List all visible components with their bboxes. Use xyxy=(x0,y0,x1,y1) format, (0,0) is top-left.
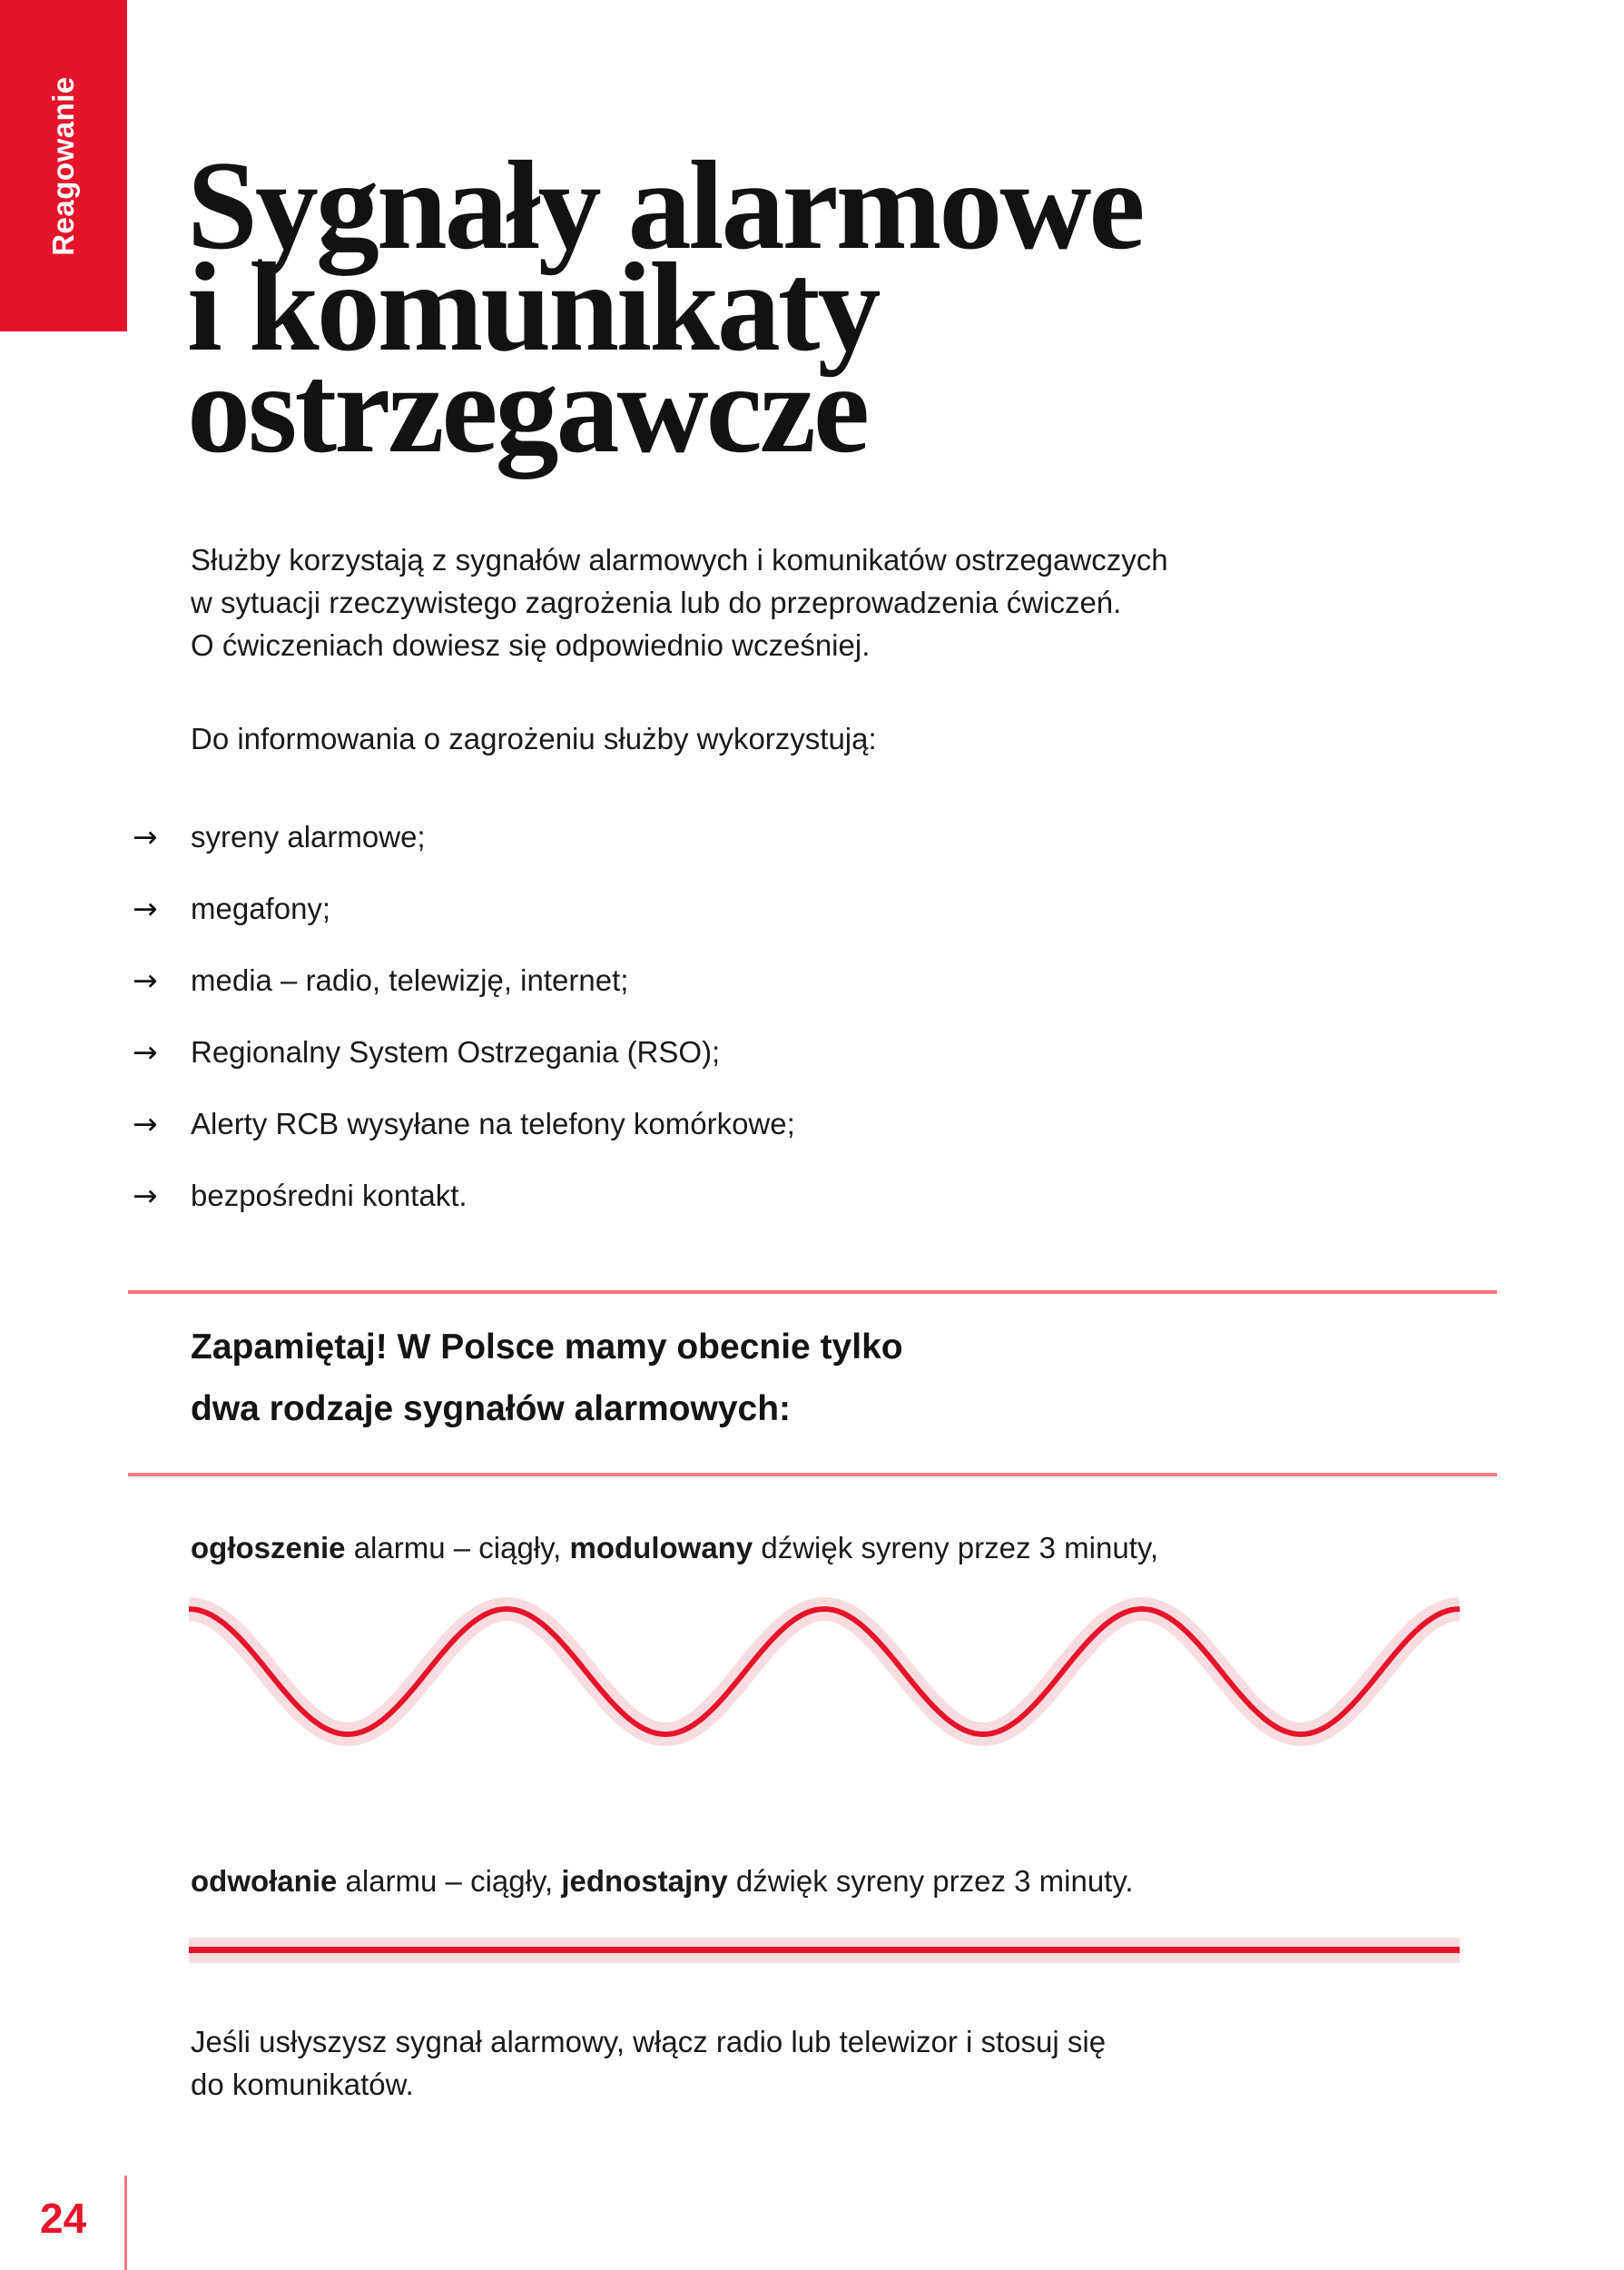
signal-modulated-text: alarmu – ciągły, xyxy=(345,1531,570,1564)
callout-line-1: Zapamiętaj! W Polsce mamy obecnie tylko xyxy=(191,1327,903,1367)
list-item xyxy=(133,1102,795,1145)
alert-channels-list xyxy=(133,815,795,1217)
signal-steady-sound-type: jednostajny xyxy=(561,1864,728,1898)
page-title xyxy=(187,135,1143,479)
list-item xyxy=(133,1174,795,1217)
list-item xyxy=(133,887,795,930)
list-item-label: media – radio, telewizję, internet; xyxy=(191,963,629,997)
signal-steady-text: alarmu – ciągły, xyxy=(337,1864,562,1898)
arrow-right-icon: → xyxy=(133,1178,158,1213)
intro-line-3: O ćwiczeniach dowiesz się odpowiednio wcześniej. xyxy=(191,628,871,662)
list-item-label: bezpośredni kontakt. xyxy=(191,1179,468,1212)
callout-divider-top xyxy=(128,1290,1497,1294)
list-item-label: Regionalny System Ostrzegania (RSO); xyxy=(191,1035,721,1069)
signal-modulated-term: ogłoszenie xyxy=(191,1531,346,1564)
signal-modulated-caption xyxy=(191,1526,1158,1569)
flat-line-core xyxy=(189,1947,1460,1953)
title-line-2: i komunikaty xyxy=(187,237,879,378)
footer-divider xyxy=(124,2176,127,2270)
intro-paragraph xyxy=(191,538,1168,666)
arrow-right-icon: → xyxy=(133,962,158,998)
list-item xyxy=(133,959,795,1002)
title-line-3: ostrzegawcze xyxy=(187,339,868,479)
callout-line-2: dwa rodzaje sygnałów alarmowych: xyxy=(191,1389,792,1428)
list-item-label: Alerty RCB wysyłane na telefony komórkowe; xyxy=(191,1107,795,1140)
chapter-tab-label: Reagowanie xyxy=(46,75,80,256)
arrow-right-icon: → xyxy=(133,1034,158,1070)
title-line-1: Sygnały alarmowe xyxy=(187,135,1143,276)
list-item-label: syreny alarmowe; xyxy=(191,820,426,854)
page-number: 24 xyxy=(40,2195,87,2242)
signal-steady-caption xyxy=(191,1860,1134,1902)
intro-line-1: Służby korzystają z sygnałów alarmowych i komunikatów ostrzegawczych xyxy=(191,543,1168,577)
lead-text: Do informowania o zagrożeniu służby wykorzystują: xyxy=(191,722,877,755)
arrow-right-icon: → xyxy=(133,1106,158,1141)
signal-modulated-duration: dźwięk syreny przez 3 minuty, xyxy=(753,1531,1159,1564)
callout-heading xyxy=(191,1317,903,1440)
list-item xyxy=(133,815,795,858)
arrow-right-icon: → xyxy=(133,891,158,926)
callout-divider-bottom xyxy=(128,1473,1497,1476)
intro-line-2: w sytuacji rzeczywistego zagrożenia lub do przeprowadzenia ćwiczeń. xyxy=(191,586,1122,619)
outro-paragraph xyxy=(191,2020,1106,2106)
list-item-label: megafony; xyxy=(191,892,331,925)
sine-wave-graphic xyxy=(189,1581,1460,1753)
outro-line-1: Jeśli usłyszysz sygnał alarmowy, włącz radio lub telewizor i stosuj się xyxy=(191,2025,1107,2058)
flat-line-graphic xyxy=(189,1938,1460,1963)
outro-line-2: do komunikatów. xyxy=(191,2068,414,2101)
list-item xyxy=(133,1031,795,1073)
arrow-right-icon: → xyxy=(133,819,158,854)
chapter-tab xyxy=(0,0,127,331)
signal-modulated-sound-type: modulowany xyxy=(569,1531,753,1564)
signal-steady-duration: dźwięk syreny przez 3 minuty. xyxy=(727,1864,1134,1898)
signal-steady-term: odwołanie xyxy=(191,1864,338,1898)
